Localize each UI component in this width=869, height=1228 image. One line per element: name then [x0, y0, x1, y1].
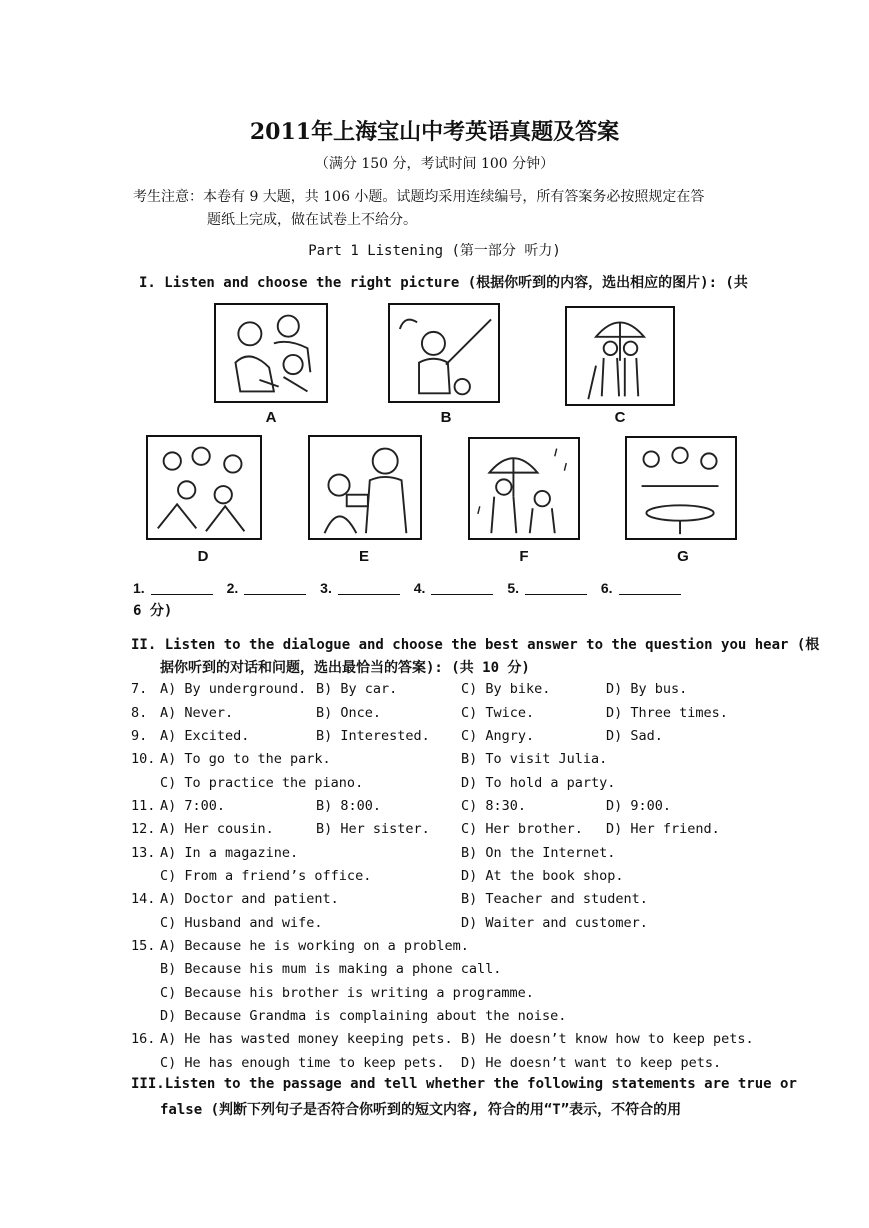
option-c: C) Because his brother is writing a programme. — [160, 985, 534, 1001]
question-number: 8. — [131, 705, 148, 721]
picture-label-c: C — [614, 409, 626, 426]
picture-e — [308, 435, 422, 540]
blank-number-2: 2. — [226, 580, 239, 596]
picture-label-e: E — [358, 548, 369, 565]
question-number: 14. — [131, 891, 156, 907]
answer-blank-4[interactable] — [431, 594, 493, 595]
option-a: A) Never. — [160, 705, 234, 721]
option-d: D) Sad. — [606, 728, 663, 744]
section2-heading-2: 据你听到的对话和问题，选出最恰当的答案): (共 10 分) — [160, 660, 530, 676]
option-d: D) By bus. — [606, 681, 688, 697]
option-b: B) Once. — [316, 705, 382, 721]
option-d: D) Three times. — [606, 705, 728, 721]
option-a: A) Doctor and patient. — [160, 891, 339, 907]
option-d: D) Because Grandma is complaining about the noise. — [160, 1008, 567, 1024]
option-a: A) By underground. — [160, 681, 307, 697]
umbrella-pair-illustration — [567, 308, 673, 404]
notice-line-1: 考生注意：本卷有 9 大题，共 106 小题。试题均采用连续编号，所有答案务必按照规定在答 — [133, 189, 705, 205]
option-a: A) In a magazine. — [160, 845, 299, 861]
answer-blank-5[interactable] — [525, 594, 587, 595]
picture-label-g: G — [677, 548, 689, 565]
answer-blank-6[interactable] — [619, 594, 681, 595]
picture-label-b: B — [440, 409, 452, 426]
picture-label-f: F — [519, 548, 529, 565]
option-a: A) Because he is working on a problem. — [160, 938, 469, 954]
picture-label-d: D — [197, 548, 209, 565]
picture-c — [565, 306, 675, 406]
question-number: 16. — [131, 1031, 156, 1047]
option-b: B) Teacher and student. — [461, 891, 648, 907]
section1-score: 6 分) — [133, 603, 173, 619]
answer-blank-1[interactable] — [151, 594, 213, 595]
option-b: B) He doesn’t know how to keep pets. — [461, 1031, 754, 1047]
answer-blank-2[interactable] — [244, 594, 306, 595]
option-c: C) 8:30. — [461, 798, 527, 814]
option-b: B) Her sister. — [316, 821, 430, 837]
boy-and-man-illustration — [310, 437, 420, 538]
option-c: C) To practice the piano. — [160, 775, 364, 791]
picture-g — [625, 436, 737, 540]
question-number: 15. — [131, 938, 156, 954]
picture-d — [146, 435, 262, 540]
notice-line-2: 题纸上完成，做在试卷上不给分。 — [207, 212, 417, 228]
question-number: 7. — [131, 681, 148, 697]
option-b: B) By car. — [316, 681, 398, 697]
exam-subtitle: （满分 150 分，考试时间 100 分钟） — [314, 156, 555, 172]
answer-blank-3[interactable] — [338, 594, 400, 595]
option-c: C) Husband and wife. — [160, 915, 323, 931]
option-c: C) Her brother. — [461, 821, 583, 837]
blank-number-3: 3. — [320, 580, 332, 596]
answer-blank-row — [133, 580, 691, 596]
option-d: D) He doesn’t want to keep pets. — [461, 1055, 722, 1071]
option-c: C) By bike. — [461, 681, 551, 697]
question-number: 12. — [131, 821, 156, 837]
question-number: 10. — [131, 751, 156, 767]
option-a: A) Excited. — [160, 728, 250, 744]
crowd-illustration — [148, 437, 260, 538]
section1-heading: I. Listen and choose the right picture (根据你听到的内容，选出相应的图片): (共 — [139, 275, 748, 291]
picture-f — [468, 437, 580, 540]
option-d: D) To hold a party. — [461, 775, 616, 791]
option-d: D) Her friend. — [606, 821, 720, 837]
option-b: B) To visit Julia. — [461, 751, 608, 767]
option-b: B) On the Internet. — [461, 845, 616, 861]
question-number: 9. — [131, 728, 148, 744]
picture-a — [214, 303, 328, 403]
picture-label-a: A — [265, 409, 277, 426]
question-number: 13. — [131, 845, 156, 861]
option-d: D) At the book shop. — [461, 868, 624, 884]
question-number: 11. — [131, 798, 156, 814]
option-d: D) Waiter and customer. — [461, 915, 648, 931]
option-c: C) Angry. — [461, 728, 535, 744]
picture-b — [388, 303, 500, 403]
blank-number-6: 6. — [600, 580, 613, 596]
option-a: A) 7:00. — [160, 798, 226, 814]
option-a: A) He has wasted money keeping pets. — [160, 1031, 453, 1047]
blank-number-5: 5. — [507, 580, 519, 596]
option-c: C) He has enough time to keep pets. — [160, 1055, 445, 1071]
part1-heading: Part 1 Listening (第一部分 听力) — [308, 243, 561, 259]
option-a: A) To go to the park. — [160, 751, 331, 767]
option-c: C) From a friend’s office. — [160, 868, 372, 884]
fishing-child-illustration — [390, 305, 498, 401]
restaurant-table-illustration — [627, 438, 735, 538]
section2-heading-1: II. Listen to the dialogue and choose the best answer to the question you hear (根 — [131, 637, 820, 653]
section3-heading-2: false (判断下列句子是否符合你听到的短文内容, 符合的用“T”表示，不符合的用 — [160, 1102, 682, 1118]
option-b: B) Because his mum is making a phone call. — [160, 961, 502, 977]
option-c: C) Twice. — [461, 705, 535, 721]
page-title: 2011年上海宝山中考英语真题及答案 — [249, 119, 620, 145]
people-group-illustration — [216, 305, 326, 401]
section3-heading-1: III.Listen to the passage and tell whether the following statements are true or — [131, 1076, 797, 1092]
option-b: B) 8:00. — [316, 798, 382, 814]
blank-number-1: 1. — [133, 580, 145, 596]
rain-umbrella-illustration — [470, 439, 578, 538]
option-b: B) Interested. — [316, 728, 430, 744]
option-a: A) Her cousin. — [160, 821, 274, 837]
option-d: D) 9:00. — [606, 798, 672, 814]
blank-number-4: 4. — [413, 580, 426, 596]
